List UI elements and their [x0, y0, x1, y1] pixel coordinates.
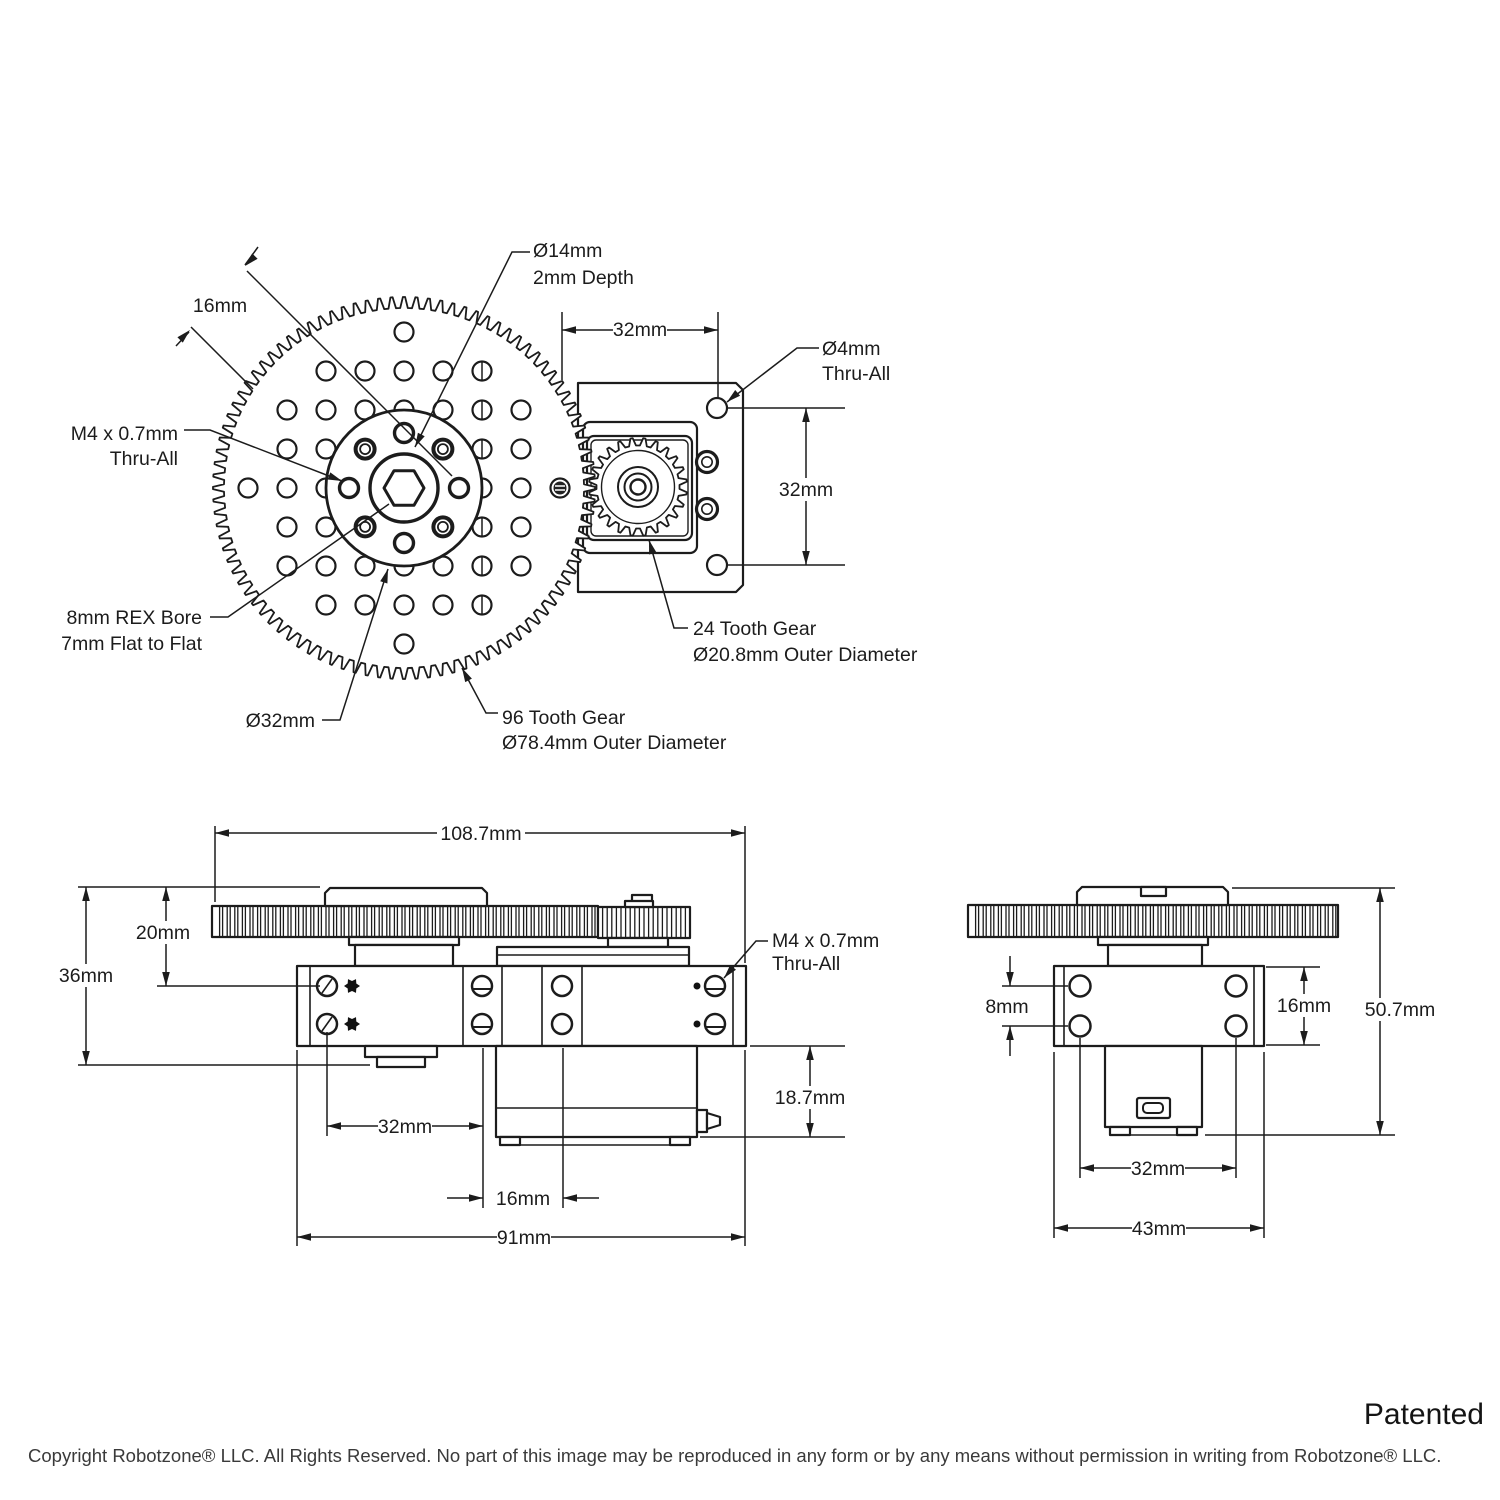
label-recess-depth: 2mm Depth: [533, 267, 634, 289]
dim-bracket-width: 91mm: [496, 1227, 552, 1249]
label-gear24-2: Ø20.8mm Outer Diameter: [693, 644, 918, 666]
dim-total-height: 36mm: [58, 965, 114, 987]
side-view: [968, 887, 1439, 1240]
dim-mount-width: 32mm: [612, 319, 668, 341]
label-bore-2: 7mm Flat to Flat: [61, 633, 202, 655]
dim-mount-height: 32mm: [778, 479, 834, 501]
hub: [326, 410, 482, 566]
label-hole-spacing: 16mm: [192, 295, 248, 317]
label-hub-thread-thru: Thru-All: [109, 448, 178, 470]
dim-overall-width: 108.7mm: [440, 823, 522, 845]
servo-connector-side: [1137, 1098, 1170, 1118]
patented-label: Patented: [1363, 1398, 1484, 1431]
label-hub-dia: Ø32mm: [245, 710, 315, 732]
dim-hole-pitch: 16mm: [495, 1188, 551, 1210]
dim-bracket-depth: 43mm: [1131, 1218, 1187, 1240]
top-view: [61, 240, 918, 754]
mount-bracket-front: [297, 966, 746, 1046]
label-gear96-2: Ø78.4mm Outer Diameter: [502, 732, 727, 754]
label-gear24-1: 24 Tooth Gear: [693, 618, 817, 640]
label-hub-thread: M4 x 0.7mm: [70, 423, 178, 445]
dim-gear-height: 20mm: [135, 922, 191, 944]
label-bore-1: 8mm REX Bore: [66, 607, 202, 629]
servo-body-side: [1105, 1046, 1202, 1135]
hub-plate-front: [325, 888, 487, 906]
dim-servo-below: 18.7mm: [774, 1087, 846, 1109]
rex-bore-hex: [384, 471, 424, 506]
servo-connector: [697, 1110, 707, 1132]
dim-overall-height: 50.7mm: [1364, 999, 1436, 1021]
front-view: [59, 822, 879, 1249]
label-tab-hole-dia: Ø4mm: [822, 338, 881, 360]
dim-hole-span: 32mm: [377, 1116, 433, 1138]
dim-hole-span-side: 32mm: [1130, 1158, 1186, 1180]
label-tab-hole-thru: Thru-All: [822, 363, 891, 385]
label-gear96-1: 96 Tooth Gear: [502, 707, 626, 729]
label-recess-dia: Ø14mm: [533, 240, 603, 262]
dim-bracket-height: 16mm: [1276, 995, 1332, 1017]
label-bracket-thread-thru: Thru-All: [772, 953, 841, 975]
tab-hole-top: [707, 398, 727, 418]
copyright-notice: Copyright Robotzone® LLC. All Rights Reserved. No part of this image may be reproduced in any form or by any means without permission in writing from Robotzone® LLC.: [28, 1445, 1442, 1466]
mount-bracket-side: [1054, 966, 1264, 1046]
label-bracket-thread: M4 x 0.7mm: [772, 930, 880, 952]
tab-hole-bottom: [707, 555, 727, 575]
servo-body-front: [496, 1046, 720, 1145]
dim-row-pitch: 8mm: [985, 996, 1029, 1018]
